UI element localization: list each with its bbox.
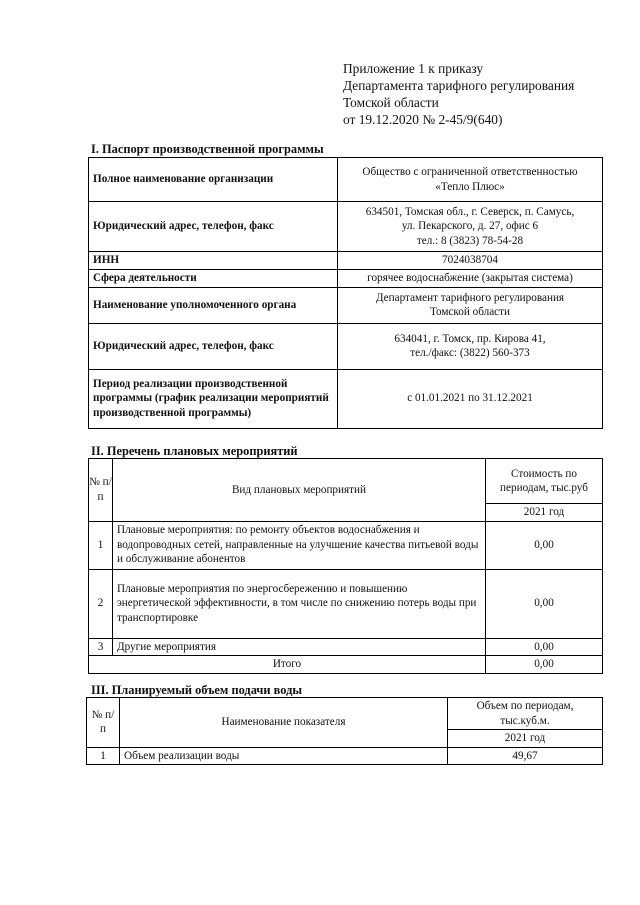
water-volume-table: [86, 697, 603, 765]
row-value: с 01.01.2021 по 31.12.2021: [338, 369, 603, 428]
row-value: 634501, Томская обл., г. Северск, п. Самусь, ул. Пекарского, д. 27, офис 6 тел.: 8 (3823) 78-54-28: [338, 202, 603, 252]
section-title-passport: I. Паспорт производственной программы: [91, 142, 324, 156]
row-measure: Плановые мероприятия по энергосбережению и повышению энергетической эффективности, в том числе по снижению потерь воды при транспортировке: [113, 569, 486, 638]
section-title-measures: II. Перечень плановых мероприятий: [91, 444, 298, 458]
num-header: № п/п: [89, 459, 113, 522]
row-label: Период реализации производственной программы (график реализации мероприятий производственной программы): [89, 369, 338, 428]
attachment-line: Департамента тарифного регулирования: [343, 78, 575, 93]
table-row: [89, 252, 603, 270]
table-row: [89, 158, 603, 202]
total-value: 0,00: [486, 656, 603, 674]
row-value: 49,67: [448, 747, 603, 765]
table-row: [89, 569, 603, 638]
attachment-line: Приложение 1 к приказу: [343, 61, 484, 76]
row-value: горячее водоснабжение (закрытая система): [338, 269, 603, 287]
row-label: Сфера деятельности: [89, 269, 338, 287]
year-header: 2021 год: [486, 504, 603, 522]
total-row: [89, 656, 603, 674]
table-header-row: [89, 459, 603, 504]
measure-header: Вид плановых мероприятий: [113, 459, 486, 522]
measures-table: [88, 458, 603, 674]
row-value: 0,00: [486, 521, 603, 569]
cost-header: Стоимость по периодам, тыс.руб: [486, 459, 603, 504]
total-label: Итого: [89, 656, 486, 674]
passport-table: [88, 157, 603, 429]
table-row: [89, 269, 603, 287]
row-label: Полное наименование организации: [89, 158, 338, 202]
row-label: Юридический адрес, телефон, факс: [89, 202, 338, 252]
indicator-header: Наименование показателя: [120, 698, 448, 748]
num-header: № п/п: [87, 698, 120, 748]
table-header-row: [87, 698, 603, 730]
row-value: 0,00: [486, 569, 603, 638]
table-row: [89, 638, 603, 656]
row-label: ИНН: [89, 252, 338, 270]
row-num: 3: [89, 638, 113, 656]
row-value: 7024038704: [338, 252, 603, 270]
table-row: [87, 747, 603, 765]
row-num: 1: [87, 747, 120, 765]
volume-header: Объем по периодам, тыс.куб.м.: [448, 698, 603, 730]
row-value: Общество с ограниченной ответственностью «Тепло Плюс»: [338, 158, 603, 202]
table-row: [89, 323, 603, 369]
row-measure: Плановые мероприятия: по ремонту объектов водоснабжения и водопроводных сетей, направленные на улучшение качества питьевой воды и обслуживание абонентов: [113, 521, 486, 569]
row-value: Департамент тарифного регулирования Томской области: [338, 287, 603, 323]
table-row: [89, 521, 603, 569]
row-value: 634041, г. Томск, пр. Кирова 41, тел./факс: (3822) 560-373: [338, 323, 603, 369]
row-label: Наименование уполномоченного органа: [89, 287, 338, 323]
attachment-header: [343, 60, 574, 128]
attachment-line: Томской области: [343, 95, 439, 110]
row-num: 2: [89, 569, 113, 638]
row-indicator: Объем реализации воды: [120, 747, 448, 765]
row-measure: Другие мероприятия: [113, 638, 486, 656]
row-num: 1: [89, 521, 113, 569]
year-header: 2021 год: [448, 730, 603, 748]
row-label: Юридический адрес, телефон, факс: [89, 323, 338, 369]
attachment-line: от 19.12.2020 № 2-45/9(640): [343, 112, 503, 127]
section-title-water-volume: III. Планируемый объем подачи воды: [91, 683, 303, 697]
row-value: 0,00: [486, 638, 603, 656]
table-row: [89, 369, 603, 428]
table-row: [89, 202, 603, 252]
table-row: [89, 287, 603, 323]
